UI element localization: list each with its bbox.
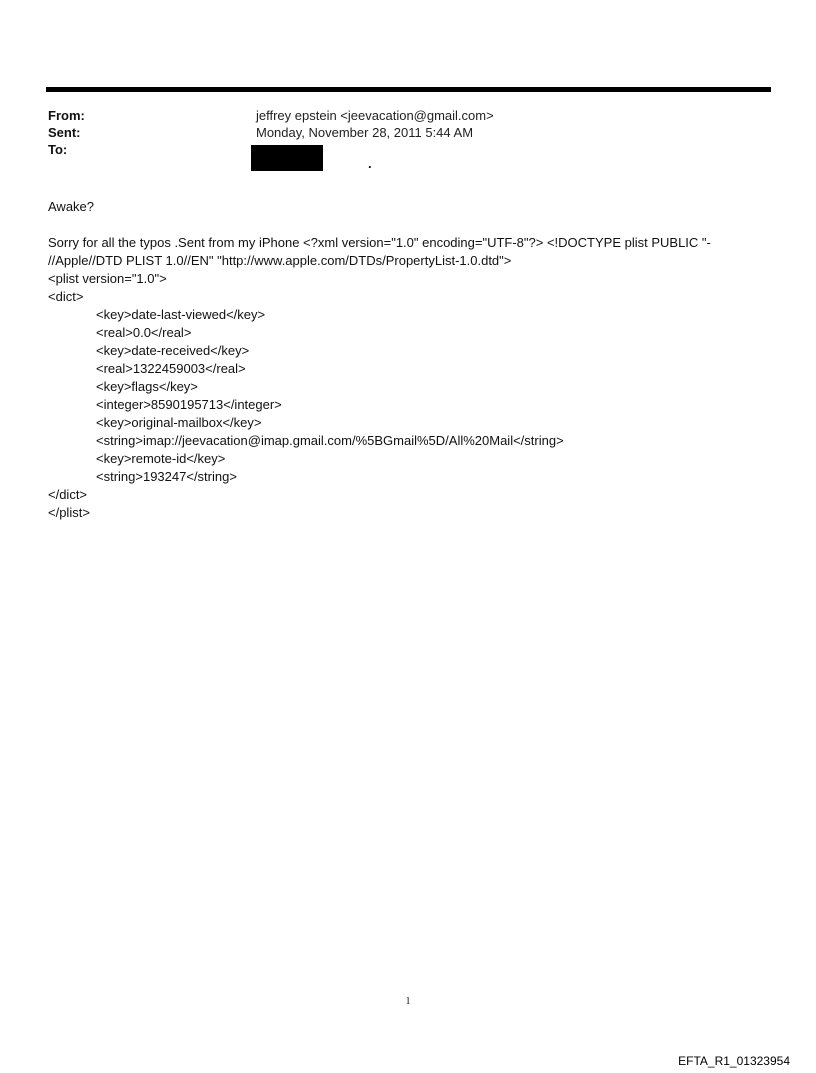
plist-entry: <key>original-mailbox</key> [96,415,262,430]
from-value: jeffrey epstein <jeevacation@gmail.com> [256,108,494,123]
plist-entry: <key>date-received</key> [96,343,250,358]
sent-row [48,124,748,141]
dict-close-tag: </dict> [48,487,88,502]
to-label: To: [48,142,68,157]
email-header [48,107,748,158]
plist-entry: <real>1322459003</real> [96,361,246,376]
plist-entry: <string>193247</string> [96,469,237,484]
from-label: From: [48,108,85,123]
plist-entry: <real>0.0</real> [96,325,192,340]
plist-close-tag: </plist> [48,505,90,520]
redaction-box [251,145,323,171]
plist-entry: <integer>8590195713</integer> [96,397,282,412]
bates-number: EFTA_R1_01323954 [678,1054,790,1068]
page-number: 1 [405,996,411,1007]
plist-entry: <key>flags</key> [96,379,198,394]
to-row [48,141,748,158]
plist-open-tag: <plist version="1.0"> [48,271,167,286]
sent-value: Monday, November 28, 2011 5:44 AM [256,125,474,140]
email-body [48,198,778,522]
body-line-2: //Apple//DTD PLIST 1.0//EN" "http://www.apple.com/DTDs/PropertyList-1.0.dtd"> [48,253,512,268]
to-trailing-dot: . [368,156,372,171]
plist-entry: <key>date-last-viewed</key> [96,307,266,322]
header-rule [46,87,771,92]
plist-entry: <string>imap://jeevacation@imap.gmail.com/%5BGmail%5D/All%20Mail</string> [96,433,564,448]
dict-open-tag: <dict> [48,289,84,304]
body-line-1: Sorry for all the typos .Sent from my iPhone <?xml version="1.0" encoding="UTF-8"?> <!DOCTYPE plist PUBLIC "- [48,235,711,250]
plist-entry: <key>remote-id</key> [96,451,226,466]
from-row [48,107,748,124]
sent-label: Sent: [48,125,81,140]
greeting-text: Awake? [48,199,95,214]
